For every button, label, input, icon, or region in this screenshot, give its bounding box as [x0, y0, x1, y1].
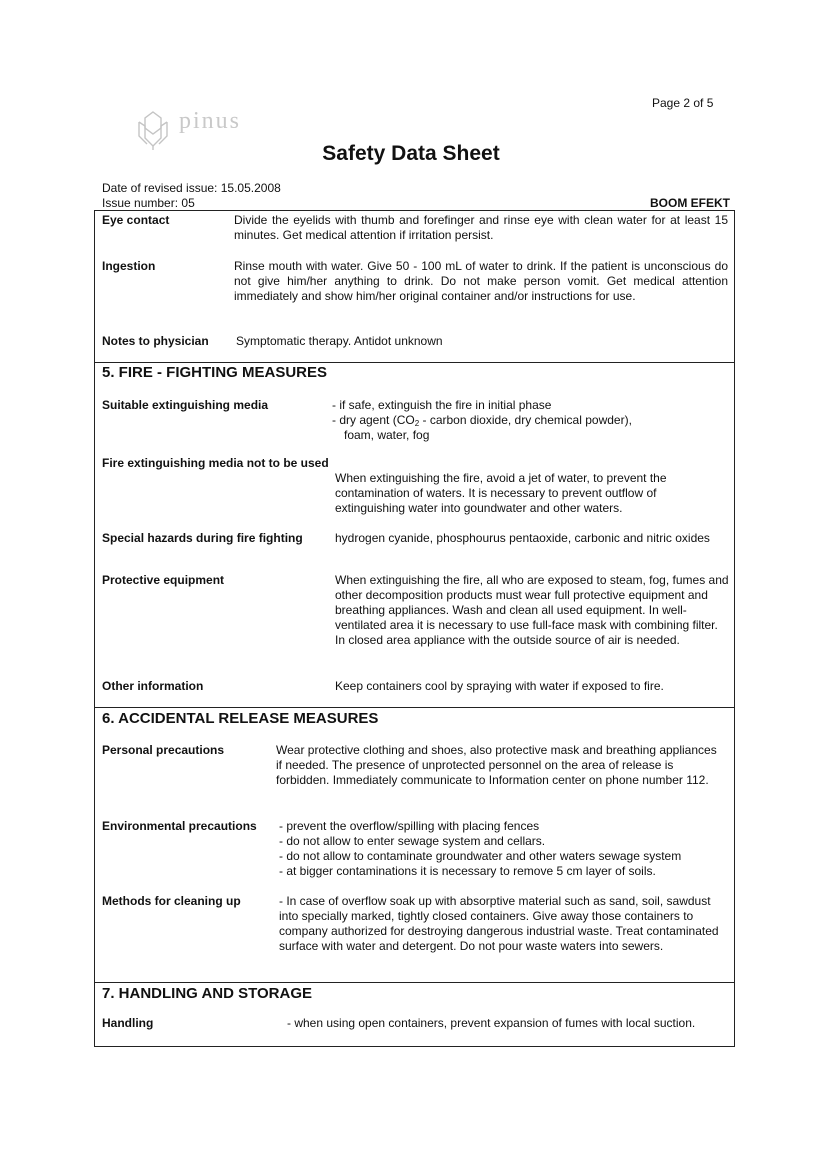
co2-subscript: 2: [414, 419, 420, 428]
section-6-heading: 6. ACCIDENTAL RELEASE MEASURES: [102, 710, 379, 727]
environmental-item: - prevent the overflow/spilling with placing fences: [279, 819, 540, 833]
cleaning-methods-label: Methods for cleaning up: [102, 894, 241, 908]
special-hazards-text: hydrogen cyanide, phosphourus pentaoxide, carbonic and nitric oxides: [335, 531, 710, 545]
notes-physician-text: Symptomatic therapy. Antidot unknown: [236, 334, 443, 348]
environmental-item: - do not allow to contaminate groundwater and other waters sewage system: [279, 849, 682, 863]
special-hazards-label: Special hazards during fire fighting: [102, 531, 303, 545]
eye-contact-label: Eye contact: [102, 213, 170, 227]
ingestion-label: Ingestion: [102, 259, 156, 273]
personal-precautions-label: Personal precautions: [102, 743, 225, 757]
suitable-media-item-2: [332, 413, 632, 428]
issue-number: [102, 196, 195, 211]
revision-date: [102, 181, 281, 196]
protective-equipment-label: Protective equipment: [102, 573, 225, 587]
suitable-media-label: Suitable extinguishing media: [102, 398, 269, 412]
other-information-label: Other information: [102, 679, 204, 693]
issue-number-value: 05: [181, 196, 195, 210]
notes-physician-label: Notes to physician: [102, 334, 209, 348]
ingestion-text: Rinse mouth with water. Give 50 - 100 mL of water to drink. If the patient is unconscious do not give him/her anything to drink. Do not make person vomit. Get medical attention immediately and show him/her original container and/or instructions for use.: [234, 259, 728, 303]
personal-precautions-text: Wear protective clothing and shoes, also protective mask and breathing appliances if needed. The presence of unprotected personnel on the area of release is forbidden. Immediately communicate to Information center on phone number 112.: [276, 743, 717, 787]
issue-number-label: Issue number:: [102, 196, 179, 210]
section-5-heading: 5. FIRE - FIGHTING MEASURES: [102, 364, 328, 381]
environmental-item: - do not allow to enter sewage system and cellars.: [279, 834, 546, 848]
suitable-media-item-1: - if safe, extinguish the fire in initial phase: [332, 398, 552, 412]
protective-equipment-text: When extinguishing the fire, all who are exposed to steam, fog, fumes and other decomposition products must wear full protective equipment and breathing appliances. Wash and clean all used equipment. In well-ventilated area it is necessary to use full-face mask with combining filter. In closed area appliance with the outside source of air is needed.: [335, 573, 729, 647]
section-7-heading: 7. HANDLING AND STORAGE: [102, 985, 313, 1002]
cleaning-methods-text: - In case of overflow soak up with absorptive material such as sand, soil, sawdust into specially marked, tightly closed containers. Give away those containers to company authorized for destroying dangerous industrial waste. Treat contaminated surface with water and detergent. Do not pour waste waters into sewers.: [279, 894, 719, 953]
handling-text: - when using open containers, prevent expansion of fumes with local suction.: [287, 1016, 696, 1030]
environmental-item: - at bigger contaminations it is necessary to remove 5 cm layer of soils.: [279, 864, 656, 878]
revision-date-value: 15.05.2008: [220, 181, 281, 195]
environmental-precautions-label: Environmental precautions: [102, 819, 257, 833]
eye-contact-text: Divide the eyelids with thumb and forefinger and rinse eye with clean water for at least 15 minutes. Get medical attention if irritation persist.: [234, 213, 728, 242]
suitable-media-item-2-start: - dry agent (CO: [332, 413, 415, 427]
product-name: BOOM EFEKT: [650, 196, 730, 210]
unsuitable-media-label: Fire extinguishing media not to be used: [102, 456, 329, 470]
other-information-text: Keep containers cool by spraying with water if exposed to fire.: [335, 679, 664, 693]
logo-wordmark: pinus: [179, 108, 242, 134]
suitable-media-item-2-end: - carbon dioxide, dry chemical powder),: [419, 413, 632, 427]
suitable-media-item-3: foam, water, fog: [344, 428, 430, 442]
page-number: Page 2 of 5: [652, 96, 714, 110]
document-title: Safety Data Sheet: [322, 142, 500, 165]
revision-date-label: Date of revised issue:: [102, 181, 218, 195]
handling-label: Handling: [102, 1016, 154, 1030]
unsuitable-media-text: When extinguishing the fire, avoid a jet of water, to prevent the contamination of waters. It is necessary to prevent outflow of extinguishing water into goundwater and other waters.: [335, 471, 667, 515]
